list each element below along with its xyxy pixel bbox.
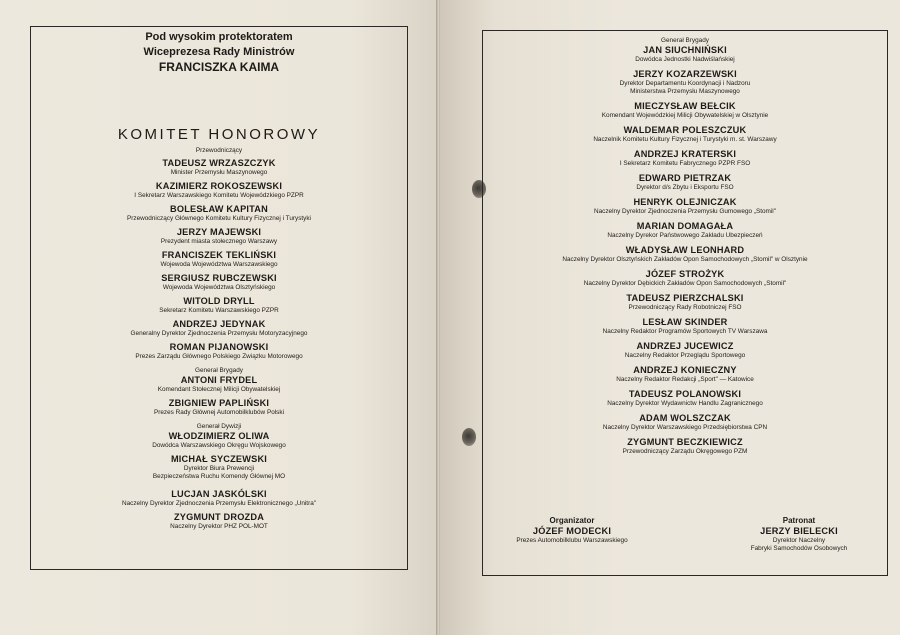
- member-name: BOLESŁAW KAPITAN: [170, 204, 268, 214]
- committee-title: KOMITET HONOROWY: [117, 126, 321, 143]
- member-name: FRANCISZEK TEKLIŃSKI: [161, 250, 277, 260]
- committee-member: [483, 269, 887, 288]
- protectorate-line-1: Pod wysokim protektoratem: [145, 31, 293, 43]
- member-role: Naczelny Dyrektor Zjednoczenia Przemysłu Gumowego „Stomil": [594, 208, 776, 215]
- committee-member: [31, 367, 407, 394]
- member-role: Przewodniczący Głównego Komitetu Kultury Fizycznej i Turystyki: [127, 215, 311, 222]
- patron-role: Dyrektor Naczelny: [772, 537, 826, 544]
- committee-member: [483, 245, 887, 264]
- member-role: Generalny Dyrektor Zjednoczenia Przemysłu Motoryzacyjnego: [130, 330, 308, 337]
- right-frame: [482, 30, 888, 576]
- member-role: I Sekretarz Warszawskiego Komitetu Wojewódzkiego PZPR: [134, 192, 304, 199]
- member-name: KAZIMIERZ ROKOSZEWSKI: [155, 181, 283, 191]
- committee-member: [483, 173, 887, 192]
- protectorate-line-2: Wiceprezesa Rady Ministrów: [143, 46, 295, 58]
- committee-member: [483, 37, 887, 64]
- member-name: WALDEMAR POLESZCZUK: [623, 125, 747, 135]
- member-role: Przewodniczący Zarządu Okręgowego PZM: [622, 448, 748, 455]
- member-role-continued: Bezpieczeństwa Ruchu Komendy Głównej MO: [152, 473, 286, 480]
- organizer-name: JÓZEF MODECKI: [532, 526, 612, 536]
- committee-member: [483, 149, 887, 168]
- committee-member: [31, 296, 407, 315]
- committee-member: [31, 181, 407, 200]
- patron-name: JERZY BIELECKI: [760, 526, 838, 536]
- committee-member: [483, 125, 887, 144]
- committee-member: [31, 398, 407, 417]
- member-name: TADEUSZ WRZASZCZYK: [162, 158, 276, 168]
- member-role: Komendant Stołecznej Milicji Obywatelskiej: [157, 386, 281, 393]
- member-name: MICHAŁ SYCZEWSKI: [170, 454, 268, 464]
- member-role: Prezes Rady Głównej Automobilklubów Polski: [153, 409, 284, 416]
- member-name: WITOLD DRYLL: [183, 296, 255, 306]
- committee-member: [483, 197, 887, 216]
- member-name: ANDRZEJ JUCEWICZ: [636, 341, 734, 351]
- committee-member: [31, 204, 407, 223]
- member-role: Naczelnik Komitetu Kultury Fizycznej i Turystyki m. st. Warszawy: [593, 136, 777, 143]
- organizer-label: Organizator: [549, 516, 595, 525]
- patron-label: Patronat: [782, 516, 816, 525]
- committee-member: [31, 250, 407, 269]
- committee-member: [31, 512, 407, 531]
- right-content: [483, 37, 887, 456]
- member-rank: Generał Dywizji: [196, 423, 242, 430]
- member-name: LESŁAW SKINDER: [642, 317, 728, 327]
- member-role: Prezydent miasta stołecznego Warszawy: [160, 238, 278, 245]
- member-name: HENRYK OLEJNICZAK: [633, 197, 737, 207]
- member-role: I Sekretarz Komitetu Fabrycznego PZPR FSO: [619, 160, 751, 167]
- left-content: [31, 30, 407, 531]
- committee-member: [31, 319, 407, 338]
- member-name: JERZY MAJEWSKI: [176, 227, 262, 237]
- committee-member: [31, 273, 407, 292]
- member-role: Dyrektor Departamentu Koordynacji i Nadzoru: [619, 80, 751, 87]
- member-role: Przewodniczący Rady Robotniczej FSO: [628, 304, 742, 311]
- member-name: ZYGMUNT BECZKIEWICZ: [627, 437, 743, 447]
- member-role: Sekretarz Komitetu Warszawskiego PZPR: [159, 307, 279, 314]
- member-rank: Generał Brygady: [195, 367, 243, 374]
- binding-hole-bottom: [462, 428, 476, 446]
- member-name: ADAM WOLSZCZAK: [639, 413, 731, 423]
- member-name: ZBIGNIEW PAPLIŃSKI: [168, 398, 270, 408]
- member-role-continued: Ministerstwa Przemysłu Maszynowego: [630, 88, 740, 95]
- member-name: MARIAN DOMAGAŁA: [636, 221, 734, 231]
- member-name: ANDRZEJ KONIECZNY: [633, 365, 737, 375]
- member-name: TADEUSZ PIERZCHALSKI: [626, 293, 744, 303]
- member-role: Minister Przemysłu Maszynowego: [170, 169, 268, 176]
- committee-member: [483, 221, 887, 240]
- member-name: JÓZEF STROŻYK: [645, 269, 725, 279]
- organizer-role: Prezes Automobilklubu Warszawskiego: [516, 537, 628, 544]
- member-name: WŁADYSŁAW LEONHARD: [625, 245, 745, 255]
- protectorate-name: FRANCISZKA KAIMA: [158, 60, 280, 74]
- member-name: MIECZYSŁAW BEŁCIK: [634, 101, 736, 111]
- committee-member: [483, 101, 887, 120]
- member-name: ANTONI FRYDEL: [180, 375, 258, 385]
- committee-member: [31, 489, 407, 508]
- member-name: TADEUSZ POLANOWSKI: [628, 389, 742, 399]
- member-role: Naczelny Dyrektor PHZ POL-MOT: [170, 523, 268, 530]
- committee-member: [483, 341, 887, 360]
- committee-member: [483, 317, 887, 336]
- member-name: ROMAN PIJANOWSKI: [169, 342, 269, 352]
- member-name: JAN SIUCHNIŃSKI: [643, 45, 727, 55]
- member-role: Naczelny Redaktor Przeglądu Sportowego: [624, 352, 746, 359]
- member-role: Naczelny Dyrektor Zjednoczenia Przemysłu Elektronicznego „Unitra": [121, 500, 317, 507]
- committee-member: [31, 342, 407, 361]
- member-name: JERZY KOZARZEWSKI: [633, 69, 737, 79]
- member-role: Naczelny Dyrektor Wydawnictw Handlu Zagranicznego: [607, 400, 763, 407]
- member-role: Naczelny Dyrekor Państwowego Zakładu Ubezpieczeń: [607, 232, 763, 239]
- member-role: Komendant Wojewódzkiej Milicji Obywatelskiej w Olsztynie: [601, 112, 769, 119]
- organizer-block: [487, 515, 657, 545]
- left-page: [0, 0, 437, 635]
- member-role: Naczelny Redaktor Redakcji „Sport" — Katowice: [616, 376, 754, 383]
- committee-member: [483, 413, 887, 432]
- member-role: Naczelny Dyrektor Olsztyńskich Zakładów Opon Samochodowych „Stomil" w Olsztynie: [562, 256, 808, 263]
- member-name: SERGIUSZ RUBCZEWSKI: [161, 273, 277, 283]
- member-role: Wojewoda Województwa Olsztyńskiego: [162, 284, 276, 291]
- member-name: ANDRZEJ JEDYNAK: [172, 319, 266, 329]
- member-name: ANDRZEJ KRATERSKI: [633, 149, 737, 159]
- committee-member: [483, 293, 887, 312]
- committee-member: [483, 389, 887, 408]
- member-name: ZYGMUNT DROZDA: [173, 512, 265, 522]
- right-page: [440, 0, 900, 635]
- committee-member: [483, 437, 887, 456]
- committee-member: [31, 454, 407, 481]
- member-role: Dyrektor Biura Prewencji: [183, 465, 255, 472]
- member-role: Naczelny Redaktor Programów Sportowych TV Warszawa: [602, 328, 768, 335]
- committee-member: [483, 69, 887, 96]
- member-role: Naczelny Dyrektor Dębickich Zakładów Opon Samochodowych „Stomil": [583, 280, 787, 287]
- committee-member: [31, 423, 407, 450]
- committee-member: [31, 158, 407, 177]
- chair-label: Przewodniczący: [195, 147, 243, 154]
- member-role: Prezes Zarządu Głównego Polskiego Związku Motorowego: [135, 353, 303, 360]
- member-name: LUCJAN JASKÓLSKI: [171, 489, 267, 499]
- patron-role-continued: Fabryki Samochodów Osobowych: [750, 545, 848, 552]
- member-name: WŁODZIMIERZ OLIWA: [168, 431, 270, 441]
- committee-member: [31, 227, 407, 246]
- member-role: Dyrektor d/s Zbytu i Eksportu FSO: [636, 184, 734, 191]
- member-role: Naczelny Dyrektor Warszawskiego Przedsiębiorstwa CPN: [602, 424, 768, 431]
- committee-member: [483, 365, 887, 384]
- member-name: EDWARD PIETRZAK: [638, 173, 732, 183]
- member-role: Wojewoda Województwa Warszawskiego: [160, 261, 278, 268]
- member-role: Dowódca Jednostki Nadwiślańskiej: [635, 56, 735, 63]
- member-role: Dowódca Warszawskiego Okręgu Wojskowego: [152, 442, 286, 449]
- member-rank: Generał Brygady: [661, 37, 709, 44]
- left-frame: [30, 26, 408, 570]
- patron-block: [719, 515, 879, 553]
